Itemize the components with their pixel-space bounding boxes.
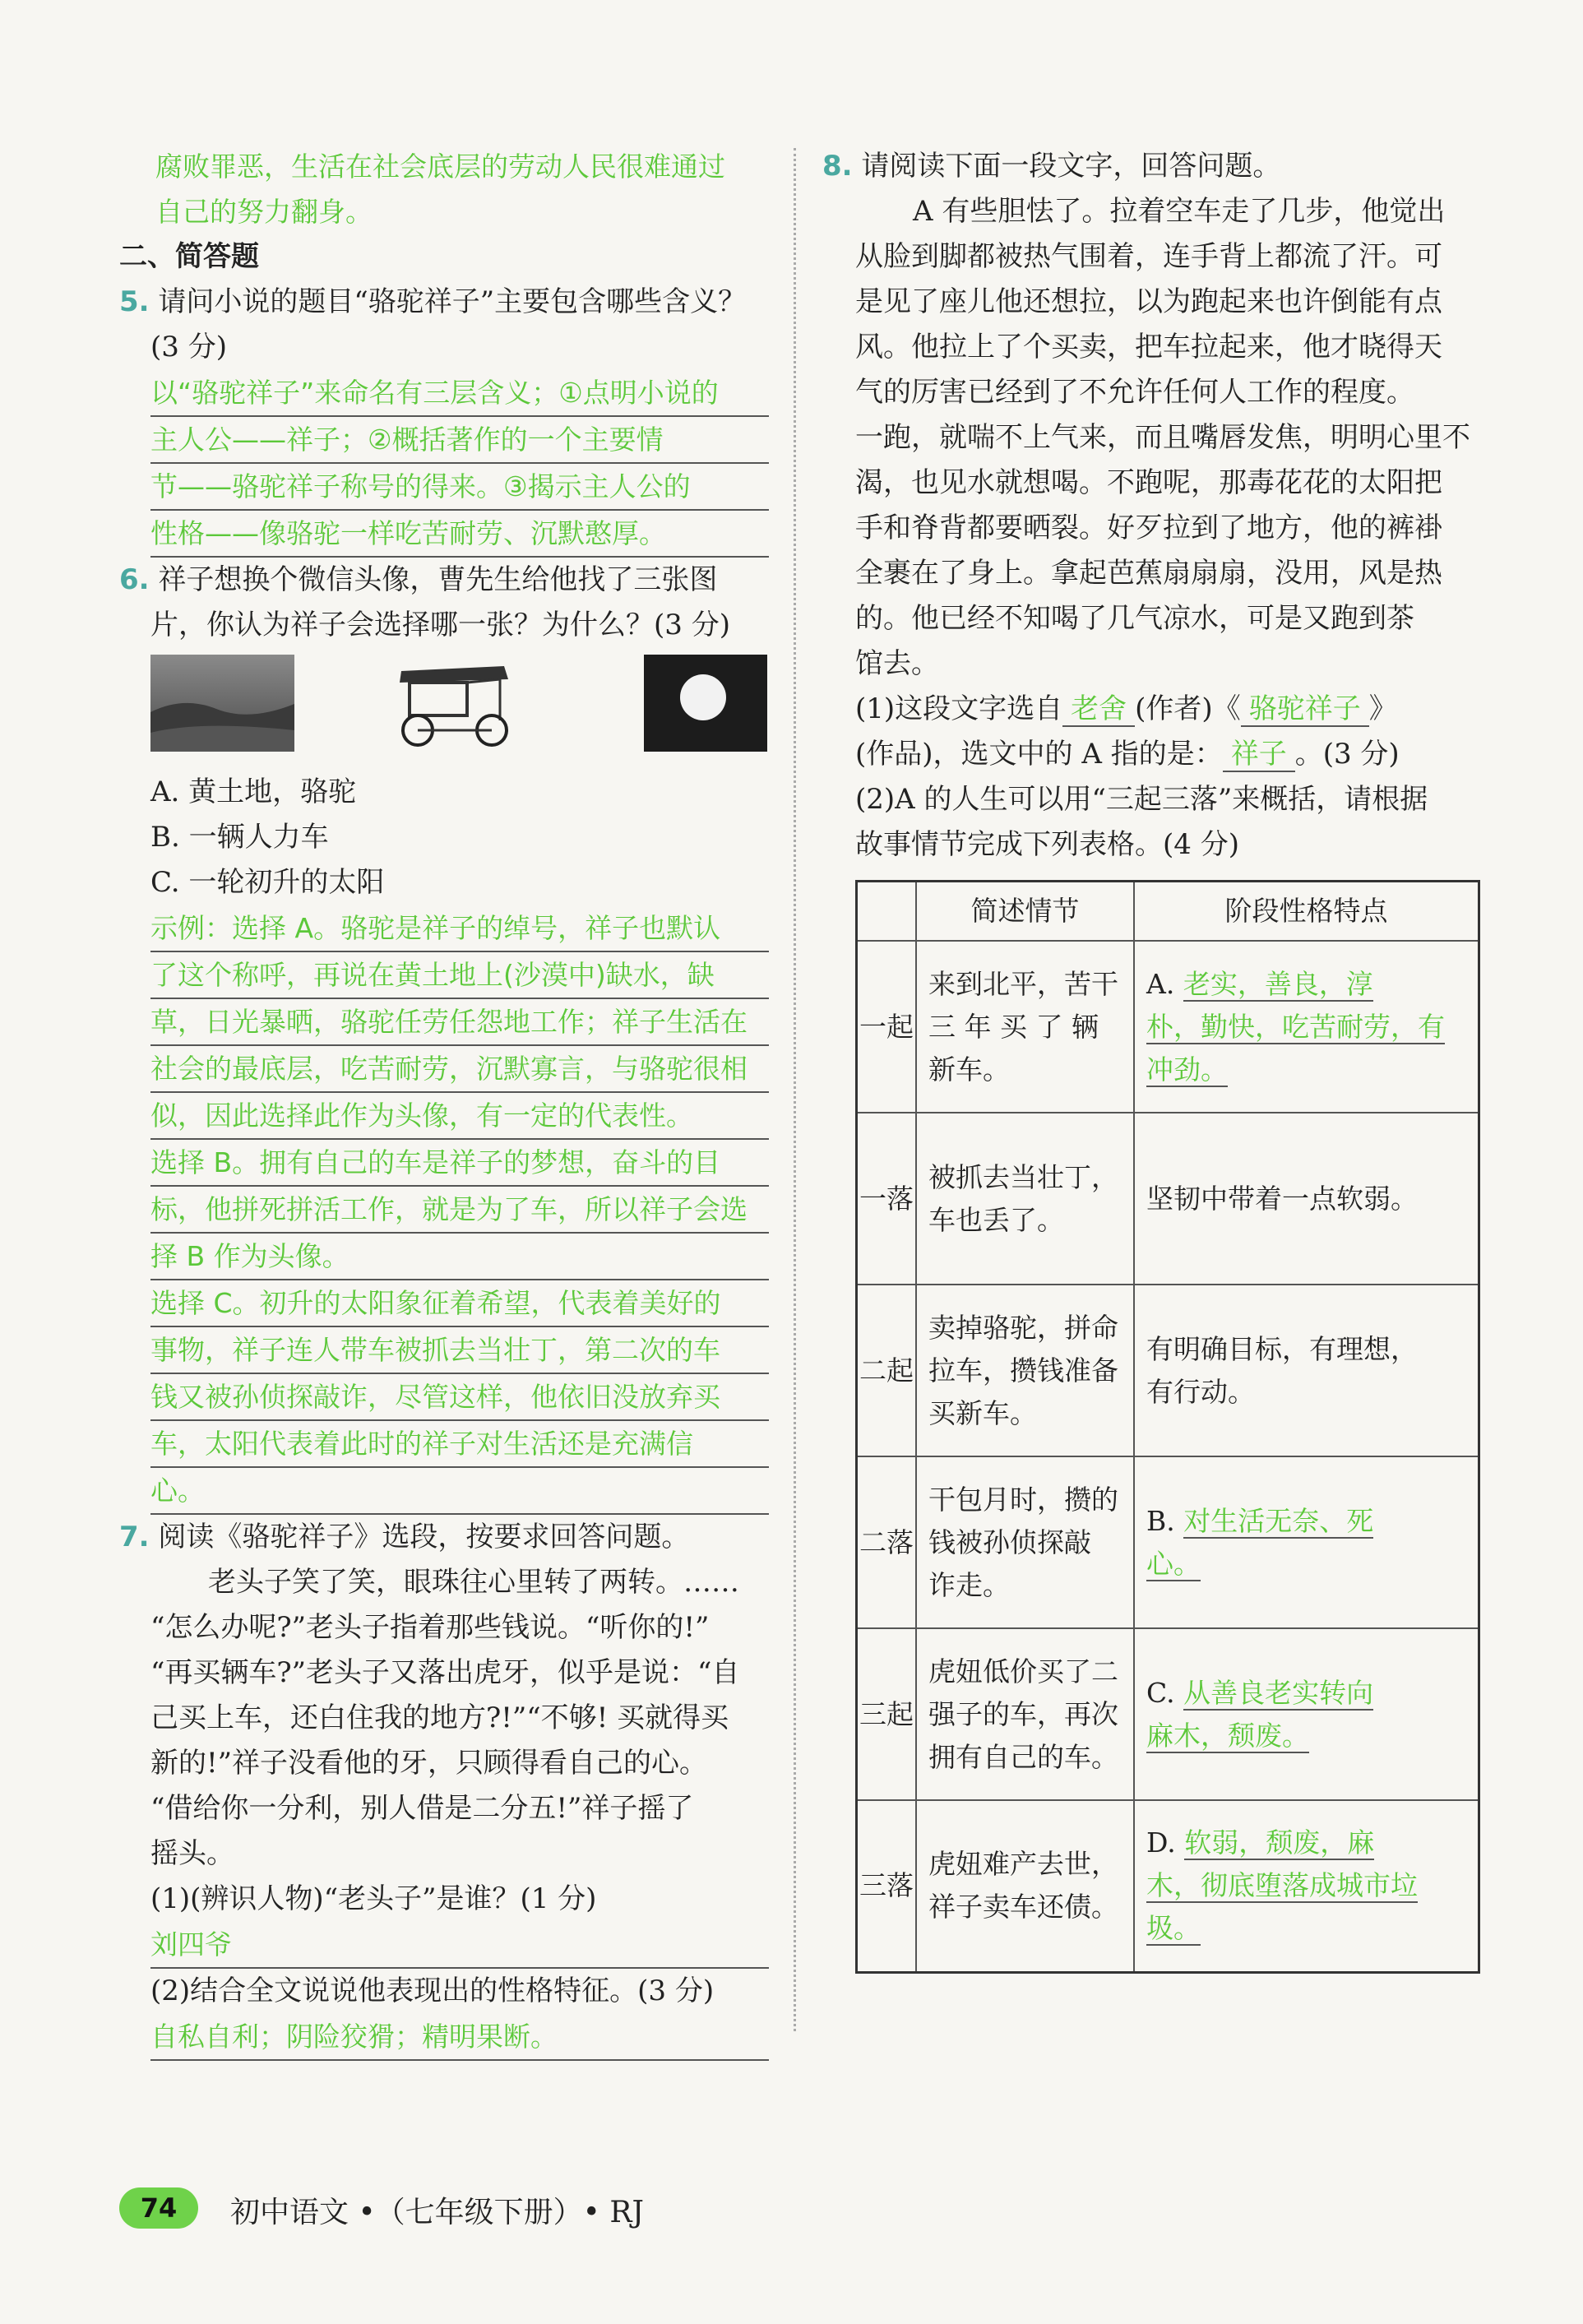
trait-answer: 圾。 — [1146, 1912, 1201, 1945]
plot-cell — [916, 1456, 1134, 1628]
passage-line: “怎么办呢?”老头子指着那些钱说。“听你的!” — [150, 1611, 710, 1644]
answer-line: 了这个称呼，再说在黄土地上(沙漠中)缺水，缺 — [150, 952, 769, 999]
trait-cell — [1134, 1456, 1479, 1628]
trait-answer: 从善良老实转向 — [1183, 1676, 1374, 1709]
stage-cell: 二落 — [857, 1456, 917, 1628]
passage — [822, 189, 1480, 868]
sub-question-2: 故事情节完成下列表格。(4 分) — [855, 828, 1239, 861]
answer-line: 自私自利；阴险狡猾；精明果断。 — [150, 2014, 769, 2061]
continued-answer-line: 腐败罪恶，生活在社会底层的劳动人民很难通过 — [155, 150, 725, 183]
passage-line: 新的!”祥子没看他的牙，只顾得看自己的心。 — [150, 1747, 708, 1780]
sub-question: (2)结合全文说说他表现出的性格特征。(3 分) — [150, 1974, 715, 2007]
question-text: (3 分) — [150, 331, 227, 363]
passage-line: 摇头。 — [150, 1837, 234, 1870]
passage-line: 手和脊背都要晒裂。好歹拉到了地方，他的裤褂 — [855, 512, 1442, 544]
option-a: A. 黄土地，骆驼 — [150, 775, 357, 808]
answer-line: 选择 C。初升的太阳象征着希望，代表着美好的 — [150, 1280, 769, 1327]
answer-line: 心。 — [150, 1468, 769, 1515]
passage-line: 风。他拉上了个买卖，把车拉起来，他才晓得天 — [855, 331, 1442, 363]
plot-line: 来到北平，苦干 — [928, 967, 1118, 1000]
plot-line: 三 年 买 了 辆 — [928, 1010, 1099, 1043]
plot-line: 买新车。 — [928, 1396, 1037, 1429]
question-8 — [822, 144, 1480, 189]
book-title: 初中语文 •（七年级下册）• RJ — [230, 2196, 644, 2229]
question-text: 阅读《骆驼祥子》选段，按要求回答问题。 — [158, 1521, 690, 1553]
question-number: 6. — [119, 563, 150, 596]
question-text: 祥子想换个微信头像，曹先生给他找了三张图 — [158, 563, 718, 596]
answer-block — [119, 905, 769, 1515]
trait-label: B. — [1146, 1504, 1175, 1537]
trait-answer: 对生活无奈、死 — [1183, 1504, 1374, 1537]
trait-cell — [1134, 1285, 1479, 1456]
table-row — [857, 941, 1479, 1113]
passage-line: 己买上车，还白住我的地方?!”“不够! 买就得买 — [150, 1701, 729, 1734]
answer-line: 主人公——祥子；②概括著作的一个主要情 — [150, 417, 769, 464]
plot-line: 拉车，攒钱准备 — [928, 1354, 1118, 1387]
plot-line: 诈走。 — [928, 1568, 1010, 1601]
trait-answer: 心。 — [1146, 1547, 1201, 1580]
table-header — [857, 882, 917, 942]
trait-label: C. — [1146, 1676, 1175, 1709]
plot-line: 拥有自己的车。 — [928, 1740, 1118, 1773]
three-ups-three-downs-table — [855, 880, 1480, 1974]
question-number: 8. — [822, 150, 853, 183]
trait-cell — [1134, 1628, 1479, 1800]
picture-options — [150, 655, 769, 762]
passage-line: 渴，也见水就想喝。不跑呢，那毒花花的太阳把 — [855, 466, 1442, 499]
answer-line: 车，太阳代表着此时的祥子对生活还是充满信 — [150, 1421, 769, 1468]
sub-question: (1)(辨识人物)“老头子”是谁？(1 分) — [150, 1882, 597, 1915]
plot-line: 干包月时，攒的 — [928, 1483, 1118, 1516]
plot-line: 新车。 — [928, 1053, 1010, 1086]
trait-text: 有行动。 — [1146, 1375, 1255, 1408]
table-row — [857, 1285, 1479, 1456]
trait-answer: 老实，善良，淳 — [1183, 967, 1373, 1000]
answer-line: 节——骆驼祥子称号的得来。③揭示主人公的 — [150, 464, 769, 511]
column-divider — [794, 148, 796, 2031]
option-b: B. 一辆人力车 — [150, 821, 329, 854]
section-title: 二、简答题 — [119, 240, 259, 273]
plot-line: 祥子卖车还债。 — [928, 1891, 1118, 1924]
trait-answer: 朴，勤快，吃苦耐劳，有 — [1146, 1010, 1445, 1043]
question-7 — [119, 1515, 769, 1560]
desert-camel-image — [150, 655, 294, 752]
trait-label: A. — [1146, 967, 1175, 1000]
question-text: 请问小说的题目“骆驼祥子”主要包含哪些含义？ — [158, 285, 747, 318]
plot-cell — [916, 1628, 1134, 1800]
stage-cell: 三起 — [857, 1628, 917, 1800]
passage-line: “再买辆车?”老头子又落出虎牙，似乎是说：“自 — [150, 1656, 740, 1689]
stage-cell: 三落 — [857, 1800, 917, 1972]
author-blank: 老舍 — [1062, 692, 1135, 727]
page-number-badge: 74 — [119, 2187, 198, 2229]
plot-line: 被抓去当壮丁， — [928, 1160, 1118, 1193]
stage-cell: 二起 — [857, 1285, 917, 1456]
passage-line: 一跑，就喘不上气来，而且嘴唇发焦，明明心里不 — [855, 421, 1470, 454]
left-column — [119, 144, 769, 2061]
sub-question-1-line2 — [855, 732, 1480, 777]
passage-line: 老头子笑了笑，眼珠往心里转了两转。…… — [208, 1566, 739, 1599]
plot-cell — [916, 1113, 1134, 1285]
rising-sun-image — [644, 655, 767, 752]
answer-line: 刘四爷 — [150, 1922, 769, 1969]
answer-line: 选择 B。拥有自己的车是祥子的梦想，奋斗的目 — [150, 1140, 769, 1187]
trait-text: 有明确目标，有理想， — [1146, 1332, 1418, 1365]
passage — [119, 1560, 769, 2061]
answer-line: 草，日光暴晒，骆驼任劳任怨地工作；祥子生活在 — [150, 999, 769, 1046]
passage-line: 气的厉害已经到了不允许任何人工作的程度。 — [855, 376, 1414, 409]
table-row — [857, 1456, 1479, 1628]
work-blank: 骆驼祥子 — [1241, 692, 1369, 727]
sub-question-1 — [855, 687, 1480, 732]
passage-line: 馆去。 — [855, 647, 939, 680]
plot-line: 卖掉骆驼，拼命 — [928, 1311, 1118, 1344]
rickshaw-image — [385, 655, 521, 752]
answer-line: 性格——像骆驼一样吃苦耐劳、沉默憨厚。 — [150, 511, 769, 558]
answer-line: 标，他拼死拼活工作，就是为了车，所以祥子会选 — [150, 1187, 769, 1234]
answer-line: 钱又被孙侦探敲诈，尽管这样，他依旧没放弃买 — [150, 1374, 769, 1421]
question-text: 请阅读下面一段文字，回答问题。 — [861, 150, 1281, 183]
table-row — [857, 1628, 1479, 1800]
answer-line: 择 B 作为头像。 — [150, 1234, 769, 1280]
passage-line: 从脸到脚都被热气围着，连手背上都流了汗。可 — [855, 240, 1442, 273]
trait-answer: 麻木，颓废。 — [1146, 1719, 1309, 1752]
table-row — [857, 1800, 1479, 1972]
trait-answer: 软弱，颓废，麻 — [1184, 1826, 1375, 1859]
stage-cell: 一起 — [857, 941, 917, 1113]
trait-cell — [1134, 1800, 1479, 1972]
plot-line: 强子的车，再次 — [928, 1697, 1118, 1730]
trait-cell — [1134, 941, 1479, 1113]
stage-cell: 一落 — [857, 1113, 917, 1285]
table-header: 简述情节 — [916, 882, 1134, 942]
sub-question-text: 》 — [1368, 692, 1397, 725]
trait-label: D. — [1146, 1826, 1176, 1859]
plot-line: 虎妞低价买了二 — [928, 1655, 1118, 1687]
sub-question-2: (2)A 的人生可以用“三起三落”来概括，请根据 — [855, 783, 1428, 816]
answer-line: 似，因此选择此作为头像，有一定的代表性。 — [150, 1093, 769, 1140]
plot-cell — [916, 1800, 1134, 1972]
passage-line: 是见了座儿他还想拉，以为跑起来也许倒能有点 — [855, 285, 1442, 318]
passage-line: “借给你一分利，别人借是二分五!”祥子摇了 — [150, 1792, 694, 1825]
trait-text: 坚韧中带着一点软弱。 — [1146, 1182, 1418, 1215]
passage-line: A 有些胆怯了。拉着空车走了几步，他觉出 — [913, 195, 1446, 228]
question-6 — [119, 558, 769, 603]
table-header-row — [857, 882, 1479, 942]
right-column — [822, 144, 1480, 868]
plot-line: 虎妞难产去世， — [928, 1848, 1118, 1881]
sub-question-text: (1)这段文字选自 — [855, 692, 1063, 725]
a-ref-blank: 祥子 — [1223, 738, 1295, 772]
trait-answer: 冲劲。 — [1146, 1053, 1228, 1086]
answer-line: 示例：选择 A。骆驼是祥子的绰号，祥子也默认 — [150, 905, 769, 952]
question-number: 7. — [119, 1521, 150, 1553]
answer-line: 以“骆驼祥子”来命名有三层含义；①点明小说的 — [150, 370, 769, 417]
answer-block — [119, 370, 769, 558]
plot-line: 车也丢了。 — [928, 1203, 1064, 1236]
question-5 — [119, 280, 769, 325]
trait-answer: 木，彻底堕落成城市垃 — [1146, 1869, 1418, 1902]
passage-line: 的。他已经不知喝了几气凉水，可是又跑到茶 — [855, 602, 1414, 635]
table-header: 阶段性格特点 — [1134, 882, 1479, 942]
question-text: 片，你认为祥子会选择哪一张？为什么？(3 分) — [150, 609, 730, 641]
answer-line: 事物，祥子连人带车被抓去当壮丁，第二次的车 — [150, 1327, 769, 1374]
question-number: 5. — [119, 285, 150, 318]
sub-question-text: (作品)，选文中的 A 指的是： — [855, 738, 1223, 771]
trait-cell — [1134, 1113, 1479, 1285]
sub-question-text: 。(3 分) — [1294, 738, 1400, 771]
plot-cell — [916, 941, 1134, 1113]
plot-cell — [916, 1285, 1134, 1456]
answer-line: 社会的最底层，吃苦耐劳，沉默寡言，与骆驼很相 — [150, 1046, 769, 1093]
plot-line: 钱被孙侦探敲 — [928, 1525, 1091, 1558]
passage-line: 全裹在了身上。拿起芭蕉扇扇扇，没用，风是热 — [855, 557, 1442, 590]
option-c: C. 一轮初升的太阳 — [150, 866, 385, 899]
continued-answer-line: 自己的努力翻身。 — [155, 196, 373, 228]
sub-question-text: (作者)《 — [1135, 692, 1241, 725]
table-row — [857, 1113, 1479, 1285]
